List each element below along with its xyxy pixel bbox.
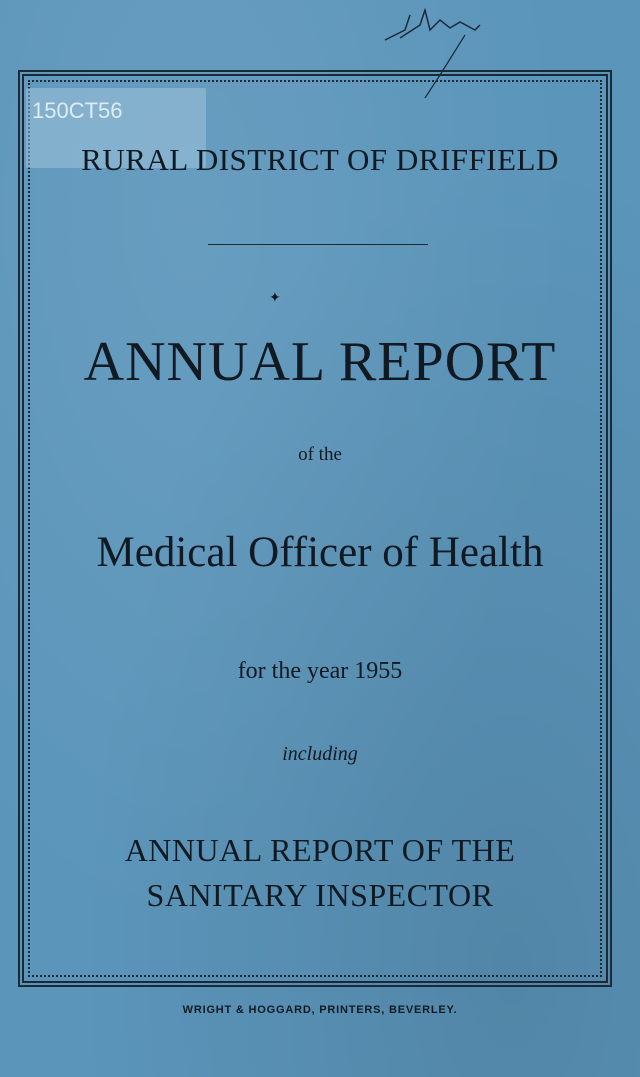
- report-subject: Medical Officer of Health: [96, 529, 544, 576]
- horizontal-rule: [208, 244, 428, 245]
- ink-mark: ✦: [269, 291, 281, 306]
- district-name: RURAL DISTRICT OF DRIFFIELD: [81, 142, 559, 177]
- printer-credit: WRIGHT & HOGGARD, PRINTERS, BEVERLEY.: [182, 1004, 458, 1016]
- library-stamp-text: 150CT56: [32, 98, 123, 123]
- handwritten-signature: [380, 0, 490, 100]
- report-title: ANNUAL REPORT: [83, 331, 557, 393]
- report-year: for the year 1955: [237, 658, 403, 684]
- secondary-title-line-1: ANNUAL REPORT OF THE: [124, 832, 516, 868]
- including-text: including: [282, 743, 358, 765]
- of-the-text: of the: [298, 444, 342, 465]
- secondary-title-line-2: SANITARY INSPECTOR: [146, 877, 494, 913]
